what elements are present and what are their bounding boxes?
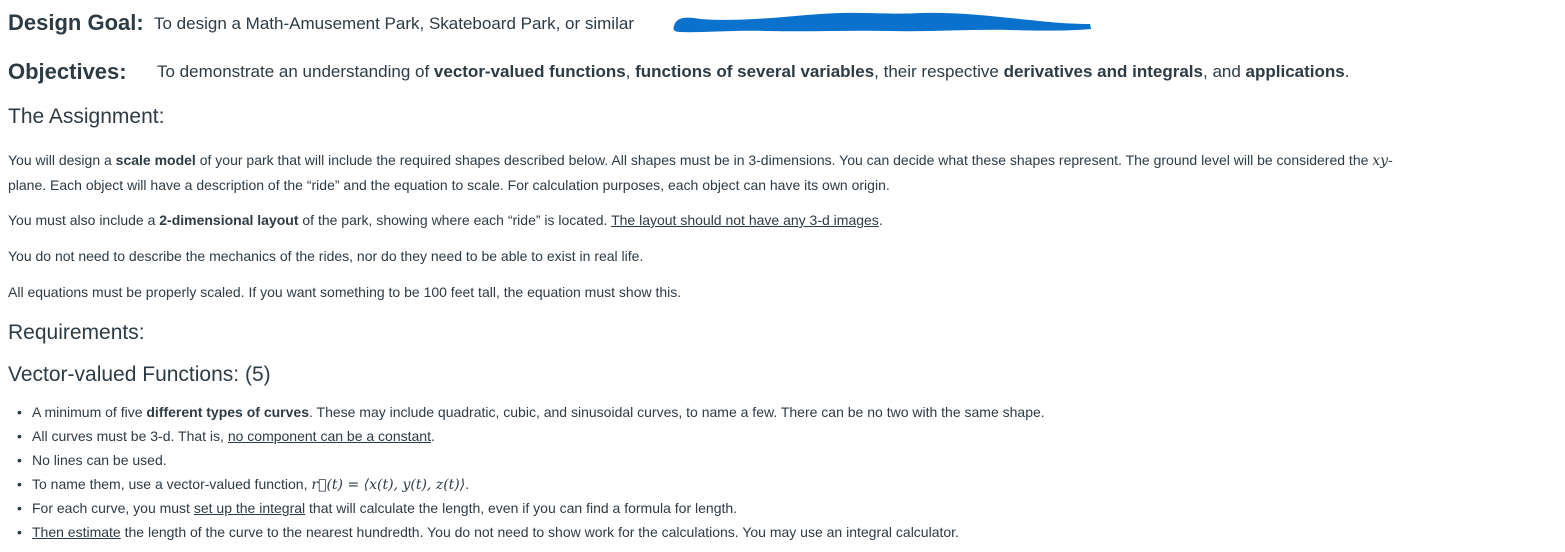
assignment-paragraph-1-line-2: plane. Each object will have a description of the “ride” and the equation to scale. For calculation purposes, each object can have its own origin.: [8, 177, 890, 193]
requirements-heading: Requirements:: [8, 321, 145, 344]
list-item: • A minimum of five different types of curves. These may include quadratic, cubic, and sinusoidal curves, to name a few. There can be no two with the same shape.: [14, 402, 1045, 426]
requirements-list: [14, 402, 1045, 546]
assignment-paragraph-1-line-1: You will design a scale model of your park that will include the required shapes described below. All shapes must be in 3-dimensions. You can decide what these shapes represent. The ground level will be considered the xy-: [8, 152, 1393, 169]
objectives-text: To demonstrate an understanding of vector-valued functions, functions of several variables, their respective derivatives and integrals, and applications.: [157, 62, 1350, 81]
assignment-paragraph-3: You do not need to describe the mechanics of the rides, nor do they need to be able to exist in real life.: [8, 248, 644, 264]
objectives-label: Objectives:: [8, 59, 127, 84]
assignment-paragraph-2: You must also include a 2-dimensional layout of the park, showing where each “ride” is located. The layout should not have any 3-d images.: [8, 212, 883, 228]
list-item: • All curves must be 3-d. That is, no component can be a constant.: [14, 426, 1045, 450]
vector-functions-subheading: Vector-valued Functions: (5): [8, 363, 271, 386]
list-item: • To name them, use a vector-valued function, r⃗(t) = ⟨x(t), y(t), z(t)⟩.: [14, 474, 1045, 498]
redaction-mark: [670, 10, 1092, 34]
design-goal-text: To design a Math-Amusement Park, Skateboard Park, or similar: [154, 14, 634, 33]
list-item: • For each curve, you must set up the integral that will calculate the length, even if you can find a formula for length.: [14, 498, 1045, 522]
assignment-heading: The Assignment:: [8, 105, 165, 128]
list-item: • No lines can be used.: [14, 450, 1045, 474]
list-item: • Then estimate the length of the curve to the nearest hundredth. You do not need to show work for the calculations. You may use an integral calculator.: [14, 522, 1045, 546]
assignment-paragraph-4: All equations must be properly scaled. If you want something to be 100 feet tall, the equation must show this.: [8, 284, 682, 300]
design-goal-label: Design Goal:: [8, 10, 144, 35]
